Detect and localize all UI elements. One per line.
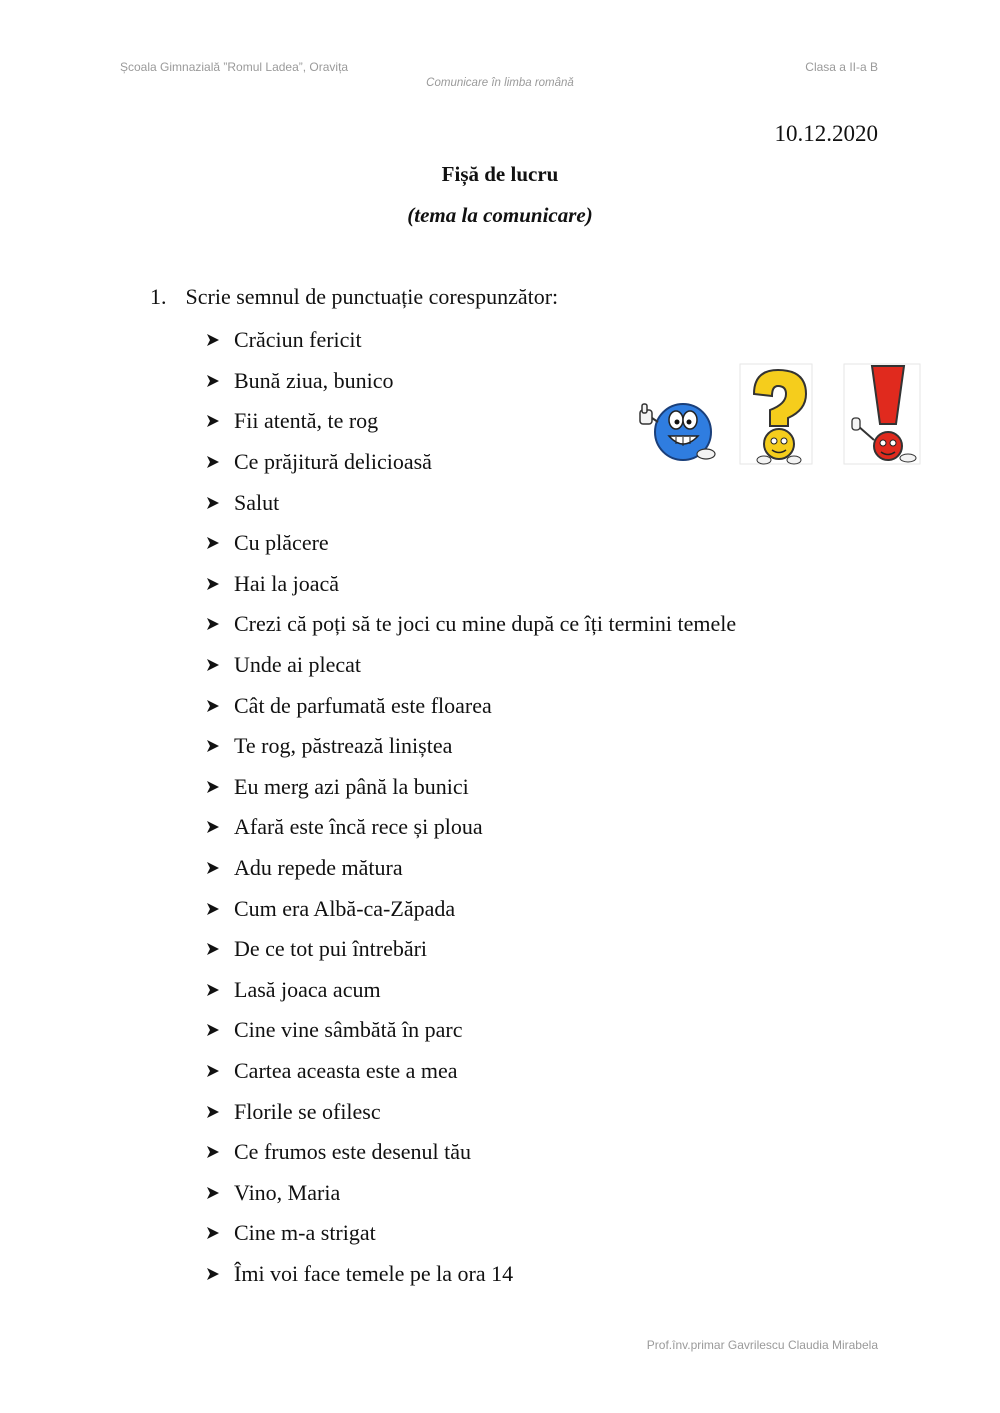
arrow-bullet-icon bbox=[205, 495, 234, 511]
arrow-bullet-icon bbox=[205, 576, 234, 592]
arrow-bullet-icon bbox=[205, 413, 234, 429]
arrow-bullet-icon bbox=[205, 819, 234, 835]
list-item-text: Cum era Albă-ca-Zăpada bbox=[234, 895, 456, 921]
arrow-bullet-icon bbox=[205, 860, 234, 876]
exclamation-mark-character-icon bbox=[844, 364, 920, 464]
list-item bbox=[205, 523, 736, 564]
arrow-bullet-icon bbox=[205, 373, 234, 389]
list-item-text: De ce tot pui întrebări bbox=[234, 936, 428, 962]
list-item-text: Îmi voi face temele pe la ora 14 bbox=[234, 1260, 514, 1286]
period-character-icon bbox=[640, 404, 715, 460]
arrow-bullet-icon bbox=[205, 901, 234, 917]
arrow-bullet-icon bbox=[205, 941, 234, 957]
list-item bbox=[205, 320, 736, 361]
list-item bbox=[205, 1213, 736, 1254]
list-item-text: Lasă joaca acum bbox=[234, 976, 381, 1002]
list-item bbox=[205, 564, 736, 605]
arrow-bullet-icon bbox=[205, 454, 234, 470]
list-item-text: Crăciun fericit bbox=[234, 327, 362, 353]
header-subject: Comunicare în limba română bbox=[426, 77, 574, 89]
arrow-bullet-icon bbox=[205, 1266, 234, 1282]
list-item-text: Cât de parfumată este floarea bbox=[234, 692, 492, 718]
arrow-bullet-icon bbox=[205, 616, 234, 632]
list-item-text: Ce prăjitură delicioasă bbox=[234, 449, 432, 475]
list-item bbox=[205, 1091, 736, 1132]
list-item bbox=[205, 685, 736, 726]
list-item-text: Cine m-a strigat bbox=[234, 1220, 376, 1246]
list-item bbox=[205, 848, 736, 889]
list-item bbox=[205, 1010, 736, 1051]
arrow-bullet-icon bbox=[205, 1063, 234, 1079]
header-class: Clasa a II-a B bbox=[805, 60, 878, 74]
list-item-text: Afară este încă rece și ploua bbox=[234, 814, 483, 840]
header-school: Școala Gimnazială ”Romul Ladea”, Oravița bbox=[120, 60, 349, 74]
list-item-text: Bună ziua, bunico bbox=[234, 367, 394, 393]
list-item-text: Vino, Maria bbox=[234, 1179, 341, 1205]
task-instruction-line bbox=[150, 284, 558, 310]
task-instruction: Scrie semnul de punctuație corespunzător: bbox=[185, 284, 559, 309]
list-item bbox=[205, 767, 736, 808]
list-item bbox=[205, 1172, 736, 1213]
worksheet-title: Fișă de lucru bbox=[441, 162, 559, 186]
list-item-text: Hai la joacă bbox=[234, 570, 340, 596]
list-item bbox=[205, 604, 736, 645]
list-item bbox=[205, 970, 736, 1011]
worksheet-subtitle: (tema la comunicare) bbox=[407, 203, 593, 227]
list-item bbox=[205, 1132, 736, 1173]
list-item bbox=[205, 726, 736, 767]
arrow-bullet-icon bbox=[205, 535, 234, 551]
list-item-text: Ce frumos este desenul tău bbox=[234, 1139, 472, 1165]
question-mark-character-icon bbox=[740, 364, 812, 464]
arrow-bullet-icon bbox=[205, 1022, 234, 1038]
list-item-text: Te rog, păstrează liniștea bbox=[234, 733, 453, 759]
list-item-text: Crezi că poți să te joci cu mine după ce îți termini temele bbox=[234, 611, 737, 637]
arrow-bullet-icon bbox=[205, 738, 234, 754]
footer-author: Prof.înv.primar Gavrilescu Claudia Mirabela bbox=[646, 1338, 878, 1352]
arrow-bullet-icon bbox=[205, 657, 234, 673]
list-item-text: Salut bbox=[234, 489, 280, 515]
list-item-text: Florile se ofilesc bbox=[234, 1098, 381, 1124]
arrow-bullet-icon bbox=[205, 1144, 234, 1160]
arrow-bullet-icon bbox=[205, 1104, 234, 1120]
arrow-bullet-icon bbox=[205, 1185, 234, 1201]
list-item bbox=[205, 1051, 736, 1092]
arrow-bullet-icon bbox=[205, 698, 234, 714]
arrow-bullet-icon bbox=[205, 982, 234, 998]
arrow-bullet-icon bbox=[205, 332, 234, 348]
list-item-text: Adu repede mătura bbox=[234, 855, 403, 881]
punctuation-characters-clipart bbox=[636, 362, 926, 472]
list-item-text: Eu merg azi până la bunici bbox=[234, 773, 469, 799]
list-item-text: Cartea aceasta este a mea bbox=[234, 1057, 458, 1083]
list-item bbox=[205, 645, 736, 686]
arrow-bullet-icon bbox=[205, 779, 234, 795]
list-item bbox=[205, 929, 736, 970]
worksheet-date: 10.12.2020 bbox=[774, 121, 878, 146]
list-item-text: Cu plăcere bbox=[234, 530, 329, 556]
list-item-text: Fii atentă, te rog bbox=[234, 408, 379, 434]
list-item bbox=[205, 888, 736, 929]
list-item bbox=[205, 807, 736, 848]
task-number: 1. bbox=[150, 284, 167, 309]
list-item-text: Cine vine sâmbătă în parc bbox=[234, 1017, 463, 1043]
list-item bbox=[205, 1254, 736, 1295]
arrow-bullet-icon bbox=[205, 1225, 234, 1241]
list-item bbox=[205, 482, 736, 523]
list-item-text: Unde ai plecat bbox=[234, 652, 362, 678]
